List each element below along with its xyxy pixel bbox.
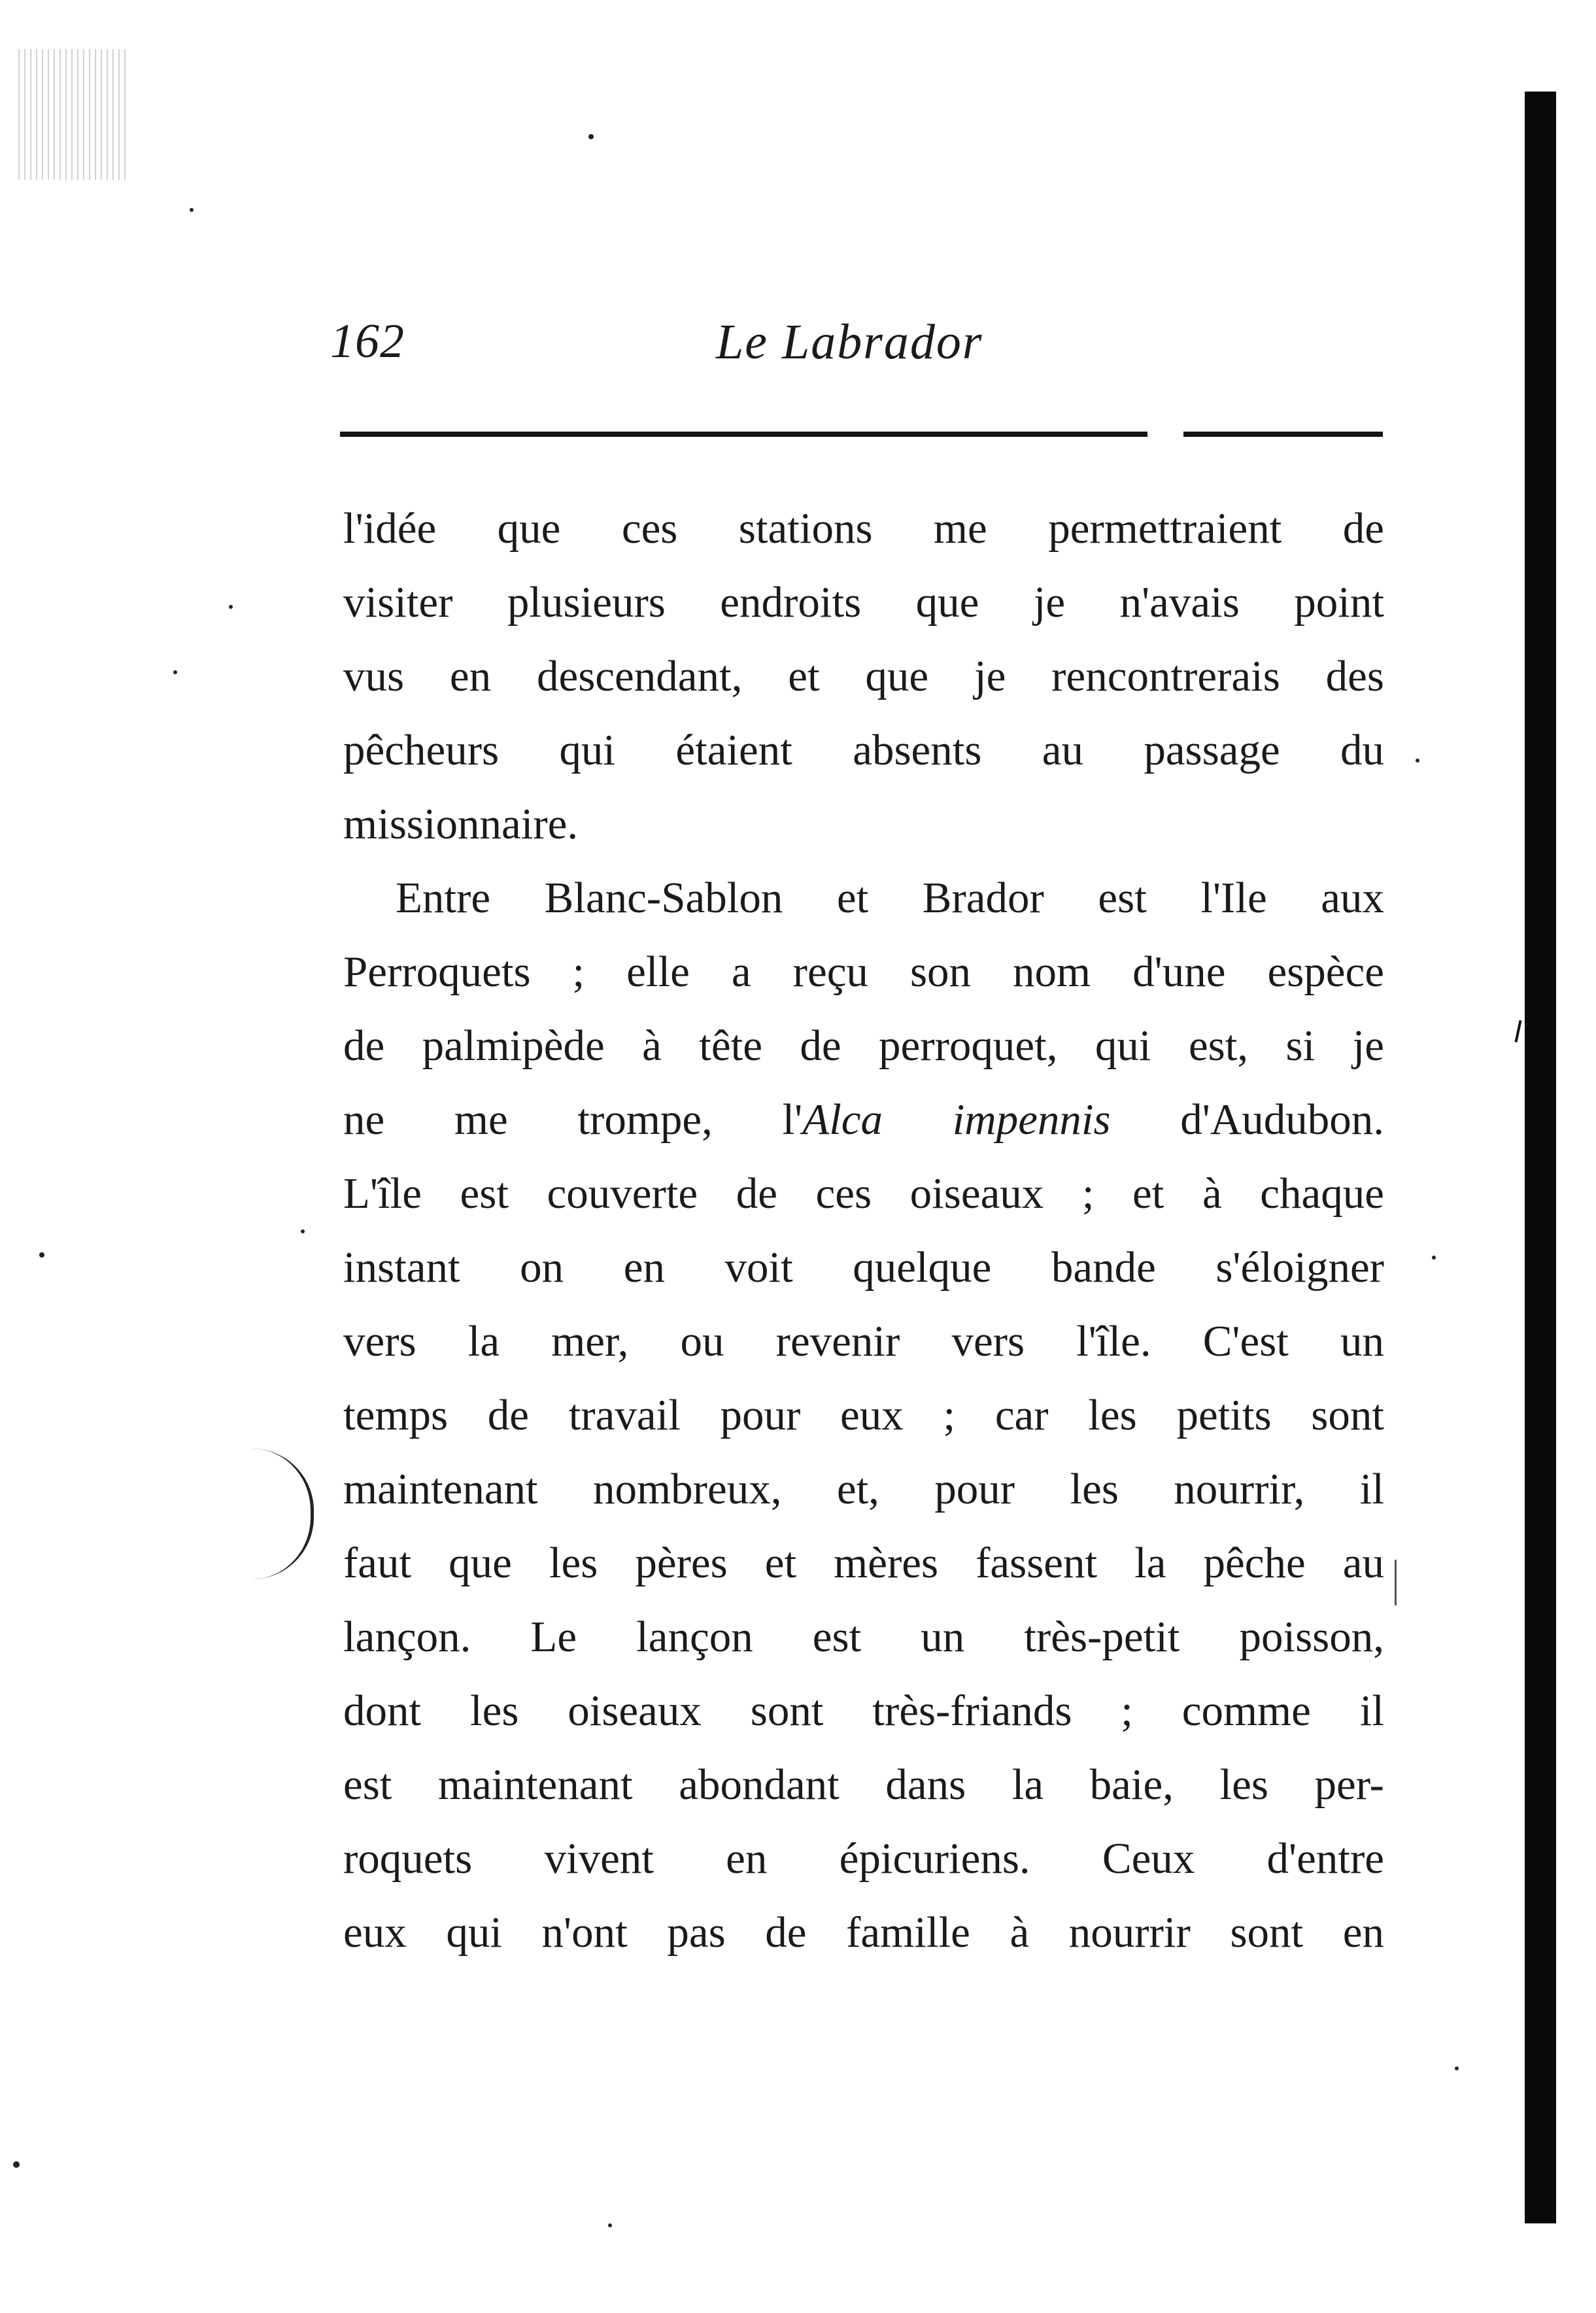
text-line: pêcheurs qui étaient absents au passage du — [343, 726, 1384, 774]
page-edge-shadow — [1525, 92, 1556, 2223]
species-name: Alca impennis — [802, 1095, 1111, 1144]
scan-speck — [1416, 759, 1419, 762]
margin-tick-mark — [1515, 1020, 1522, 1042]
margin-bracket-mark — [252, 1448, 314, 1579]
species-prefix: ne me trompe, l' — [343, 1095, 803, 1144]
text-line: lançon. Le lançon est un très-petit poisson, — [343, 1613, 1384, 1661]
scan-speck — [1432, 1256, 1436, 1259]
scan-speck — [173, 670, 177, 674]
scan-speck — [588, 134, 594, 139]
scan-speck — [1455, 2066, 1459, 2070]
text-line: vers la mer, ou revenir vers l'île. C'est un — [343, 1317, 1384, 1365]
running-head — [330, 314, 1383, 373]
text-line: l'idée que ces stations me permettraient de — [343, 504, 1384, 553]
text-line: L'île est couverte de ces oiseaux ; et à chaque — [343, 1169, 1384, 1218]
scan-speck — [190, 208, 194, 212]
text-line: Perroquets ; elle a reçu son nom d'une espèce — [343, 948, 1384, 996]
scan-speck — [39, 1252, 44, 1258]
text-line: visiter plusieurs endroits que je n'avais point — [343, 578, 1384, 626]
header-rule-gap — [1147, 429, 1183, 439]
text-line: de palmipède à tête de perroquet, qui est, si je — [343, 1021, 1384, 1070]
body-text — [343, 492, 1384, 1970]
scan-speck — [229, 605, 233, 609]
page-number: 162 — [330, 315, 405, 368]
text-line: Entre Blanc-Sablon et Brador est l'Ile aux — [396, 874, 1384, 922]
text-line-species — [343, 1083, 1384, 1157]
scan-speck — [13, 2161, 20, 2168]
scan-speck — [608, 2223, 612, 2227]
text-line: est maintenant abondant dans la baie, les per- — [343, 1760, 1384, 1809]
text-line: eux qui n'ont pas de famille à nourrir sont en — [343, 1908, 1384, 1957]
header-rule — [340, 432, 1383, 437]
text-line: temps de travail pour eux ; car les petits sont — [343, 1391, 1384, 1439]
text-line: roquets vivent en épicuriens. Ceux d'entre — [343, 1834, 1384, 1883]
running-title: Le Labrador — [716, 315, 983, 369]
species-suffix: d'Audubon. — [1110, 1095, 1384, 1144]
text-line: missionnaire. — [343, 800, 579, 848]
paragraph-2 — [343, 861, 1384, 1970]
text-line: instant on en voit quelque bande s'éloigner — [343, 1243, 1384, 1292]
text-line: vus en descendant, et que je rencontrerais des — [343, 652, 1384, 700]
margin-tick-mark — [1395, 1560, 1397, 1605]
scan-speck — [301, 1229, 305, 1233]
text-line: dont les oiseaux sont très-friands ; comme il — [343, 1687, 1384, 1735]
scan-noise — [18, 49, 129, 180]
text-line: faut que les pères et mères fassent la pêche au — [343, 1539, 1384, 1587]
paragraph-1 — [343, 492, 1384, 861]
text-line: maintenant nombreux, et, pour les nourrir, il — [343, 1465, 1384, 1513]
